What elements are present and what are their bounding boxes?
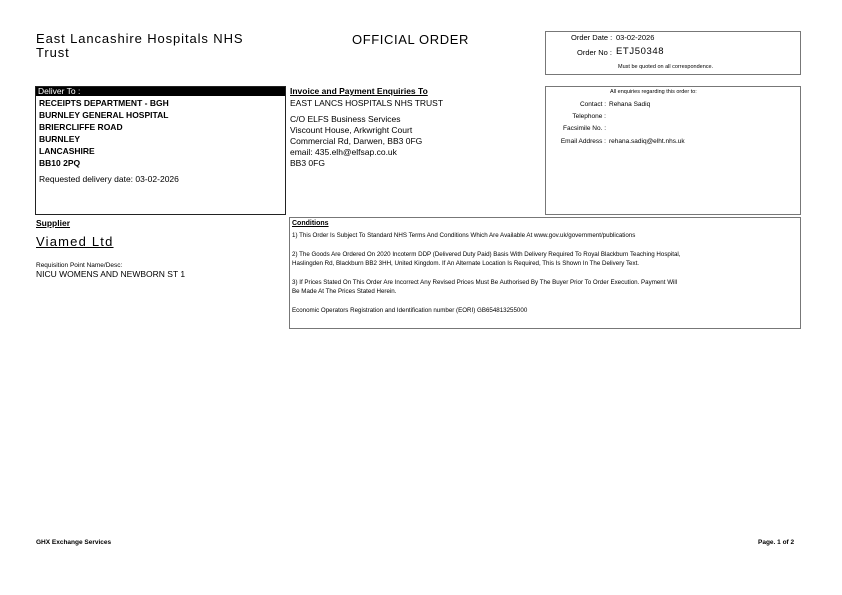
organisation-name-line1: East Lancashire Hospitals NHS xyxy=(36,31,244,46)
order-date-value: 03-02-2026 xyxy=(616,33,655,42)
invoice-enquiries-title: Invoice and Payment Enquiries To xyxy=(290,86,428,96)
deliver-address-line: BURNLEY GENERAL HOSPITAL xyxy=(39,110,169,120)
invoice-address-line: Viscount House, Arkwright Court xyxy=(290,125,413,135)
condition-1: 1) This Order Is Subject To Standard NHS Terms And Conditions Which Are Available At www.gov.uk/government/publications xyxy=(292,232,636,239)
order-date-label: Order Date : xyxy=(571,33,613,42)
deliver-to-box xyxy=(35,86,286,215)
facsimile-label: Facsimile No. : xyxy=(563,125,606,132)
page-number: Page. 1 of 2 xyxy=(758,539,795,546)
order-number-note: Must be quoted on all correspondence. xyxy=(618,64,714,70)
deliver-address-line: BRIERCLIFFE ROAD xyxy=(39,122,123,132)
deliver-to-header-bar xyxy=(36,87,285,96)
requisition-point-label: Requisition Point Name/Desc: xyxy=(36,262,123,269)
organisation-name-line2: Trust xyxy=(36,45,70,60)
contact-value: Rehana Sadiq xyxy=(609,101,651,108)
supplier-name: Viamed Ltd xyxy=(36,234,114,249)
requested-delivery-date: Requested delivery date: 03-02-2026 xyxy=(39,174,179,184)
invoice-address-line: BB3 0FG xyxy=(290,158,325,168)
deliver-address-line: BURNLEY xyxy=(39,134,81,144)
contact-note: All enquiries regarding this order to: xyxy=(610,89,697,95)
contact-label: Contact : xyxy=(579,101,606,108)
condition-3-line1: 3) If Prices Stated On This Order Are Incorrect Any Revised Prices Must Be Authorised By The Buyer Prior To Order Execution. Payment Will xyxy=(292,279,678,286)
invoice-address-line: C/O ELFS Business Services xyxy=(290,114,401,124)
document-title: OFFICIAL ORDER xyxy=(352,32,469,47)
invoice-address-line: Commercial Rd, Darwen, BB3 0FG xyxy=(290,136,423,146)
requisition-point-value: NICU WOMENS AND NEWBORN ST 1 xyxy=(36,269,186,279)
telephone-label: Telephone : xyxy=(572,113,606,120)
invoice-email: email: 435.elh@elfsap.co.uk xyxy=(290,147,397,157)
order-number-value: ETJ50348 xyxy=(616,46,665,57)
invoice-org: EAST LANCS HOSPITALS NHS TRUST xyxy=(290,98,444,108)
deliver-address-line: BB10 2PQ xyxy=(39,158,81,168)
footer-left: GHX Exchange Services xyxy=(36,539,112,546)
conditions-box xyxy=(289,217,801,329)
order-number-label: Order No : xyxy=(577,48,613,57)
condition-2-line2: Haslingden Rd, Blackburn BB2 3HH, United Kingdom. If An Alternate Location Is Required, This Is Shown In The Delivery Text. xyxy=(292,260,640,267)
order-info-box xyxy=(545,31,801,75)
condition-2-line1: 2) The Goods Are Ordered On 2020 Incoterm DDP (Delivered Duty Paid) Basis With Delivery Required To Royal Blackburn Teaching Hospital, xyxy=(292,251,681,258)
invoice-enquiries-section xyxy=(288,86,545,215)
email-value: rehana.sadiq@elht.nhs.uk xyxy=(609,138,685,145)
deliver-address-line: RECEIPTS DEPARTMENT - BGH xyxy=(39,98,169,108)
contact-box xyxy=(545,86,801,215)
deliver-address-line: LANCASHIRE xyxy=(39,146,95,156)
supplier-label: Supplier xyxy=(36,218,71,228)
deliver-to-title: Deliver To : xyxy=(38,86,81,96)
conditions-title: Conditions xyxy=(292,220,329,227)
condition-3-line2: Be Made At The Prices Stated Herein. xyxy=(292,288,397,295)
email-label: Email Address : xyxy=(560,138,606,145)
eori-number: Economic Operators Registration and Identification number (EORI) GB654813255000 xyxy=(292,307,528,314)
